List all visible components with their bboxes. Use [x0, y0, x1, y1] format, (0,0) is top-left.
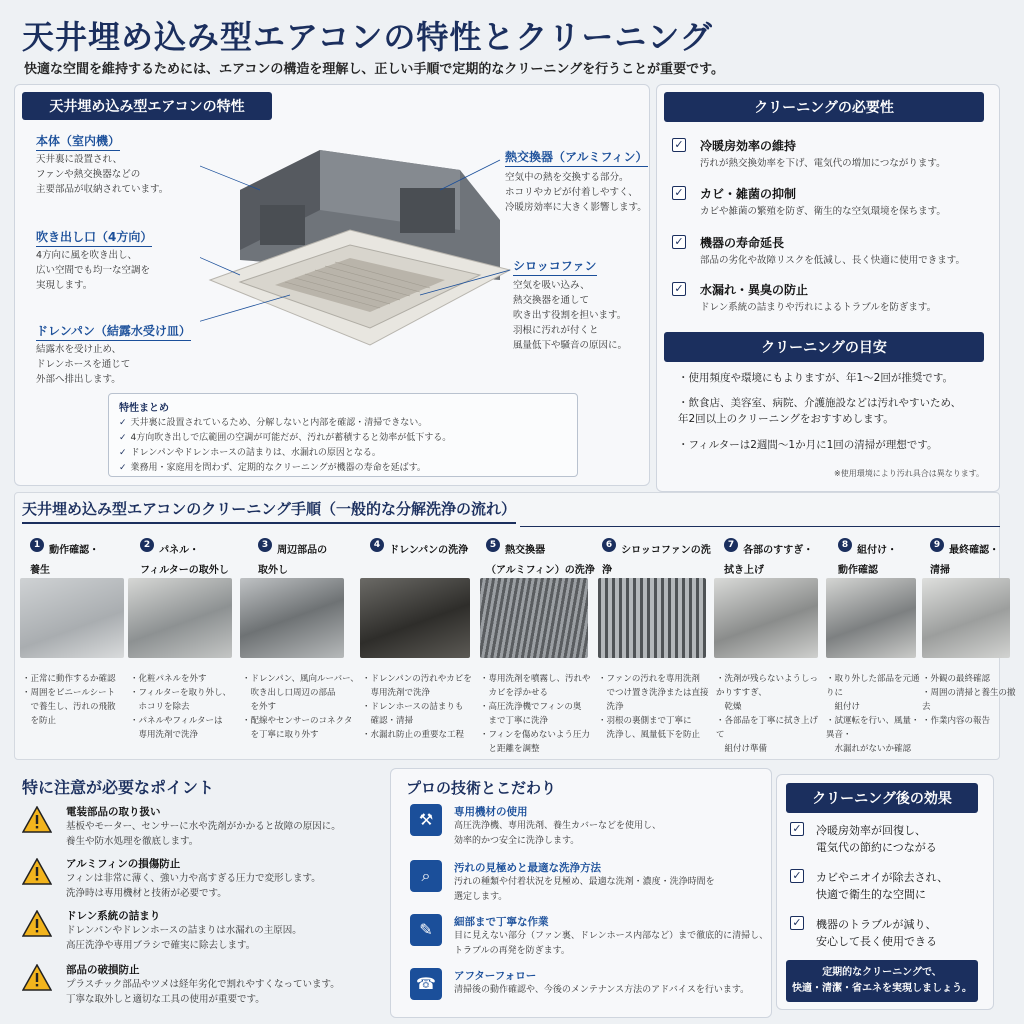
step-photo: [480, 578, 588, 658]
step-title: 各部のすすぎ・ 拭き上げ: [724, 545, 814, 576]
part-label-outlet: 吹き出し口（4方向）: [36, 228, 152, 247]
pro-desc: 清掃後の動作確認や、今後のメンテナンス方法のアドバイスを行います。: [454, 985, 750, 995]
step-desc: ・取り外した部品を元通りに 組付け ・試運転を行い、風量・異音・ 水漏れがないか確認: [826, 674, 920, 754]
step-photo: [360, 578, 470, 658]
guide-item: ・ 使用頻度や環境にもよりますが、年1〜2回が推奨です。: [678, 370, 953, 386]
summary-item: ✓ ドレンパンやドレンホースの詰まりは、水漏れの原因となる。: [119, 446, 567, 461]
caution-desc: プラスチック部品やツメは経年劣化で割れやすくなっています。 丁寧な取外しと適切な工具の使用が重要です。: [66, 979, 340, 1005]
step-desc: ・ドレンパン、風向ルーバー、 吹き出し口周辺の部品 を外す ・配線やセンサーのコネクタ を丁寧に取り外す: [242, 674, 359, 740]
step-number: 5: [486, 538, 500, 552]
necessity-item-desc: 部品の劣化や故障リスクを低減し、長く快適に使用できます。: [700, 255, 966, 266]
caution-desc: フィンは非常に薄く、強い力や高すぎる圧力で変形します。 洗浄時は専用機材と技術が必要です。: [66, 873, 321, 899]
step-title: 周辺部品の 取外し: [258, 545, 328, 576]
step-photo: [20, 578, 124, 658]
step-number: 4: [370, 538, 384, 552]
check-icon: ✓: [790, 869, 804, 883]
support-icon: ☎: [410, 968, 442, 1000]
step-2: [140, 538, 248, 578]
step-photo: [128, 578, 232, 658]
summary-item: ✓ 業務用・家庭用を問わず、定期的なクリーニングが機器の寿命を延ばす。: [119, 461, 567, 476]
pro-desc: 汚れの種類や付着状況を見極め、最適な洗剤・濃度・洗浄時間を 選定します。: [454, 877, 715, 902]
step-title: 組付け・ 動作確認: [838, 545, 898, 576]
guide-item: ・ フィルターは2週間〜1か月に1回の清掃が理想です。: [678, 437, 937, 453]
necessity-item-title: 水漏れ・異臭の防止: [700, 283, 809, 297]
step-desc: ・化粧パネルを外す ・フィルターを取り外し、 ホコリを除去 ・パネルやフィルターは 専用洗剤で洗浄: [130, 674, 231, 740]
necessity-item-title: 冷暖房効率の維持: [700, 139, 797, 153]
step-number: 3: [258, 538, 272, 552]
guide-item: ・ 飲食店、美容室、病院、介護施設などは汚れやすいため、 年2回以上のクリーニングをおすすめします。: [678, 395, 961, 427]
warning-icon: [22, 806, 52, 833]
check-icon: ✓: [672, 235, 686, 249]
caution-desc: 基板やモーター、センサーに水や洗剤がかかると故障の原因に。 養生や防水処理を徹底します。: [66, 821, 341, 847]
step-number: 6: [602, 538, 616, 552]
step-9: [930, 538, 1010, 578]
step-desc: ・洗剤が残らないようしっかりすすぎ、 乾燥 ・各部品を丁寧に拭き上げて 組付け準備: [716, 674, 819, 754]
pro-title: アフターフォロー: [454, 970, 537, 982]
part-label-drainpan: ドレンパン（結露水受け皿）: [36, 322, 191, 341]
necessity-heading: クリーニングの必要性: [664, 92, 984, 122]
pro-desc: 目に見えない部分（ファン裏、ドレンホース内部など）まで徹底的に清掃し、 トラブルの再発を防ぎます。: [454, 931, 769, 956]
step-photo: [240, 578, 344, 658]
step-number: 1: [30, 538, 44, 552]
necessity-item-title: 機器の寿命延長: [700, 236, 785, 250]
part-desc-body: 天井裏に設置され、 ファンや熱交換器などの 主要部品が収納されています。: [36, 154, 169, 195]
ac-unit-illustration: [200, 130, 520, 370]
procedure-heading: 天井埋め込み型エアコンのクリーニング手順（一般的な分解洗浄の流れ）: [22, 498, 516, 524]
effect-text: 機器のトラブルが減り、 安心して長く使用できる: [816, 918, 937, 948]
features-heading: 天井埋め込み型エアコンの特性: [22, 92, 272, 120]
step-number: 2: [140, 538, 154, 552]
step-1: [30, 538, 138, 578]
page-subtitle: 快適な空間を維持するためには、エアコンの構造を理解し、正しい手順で定期的なクリーニングを行うことが重要です。: [24, 62, 725, 77]
step-number: 9: [930, 538, 944, 552]
necessity-item-desc: カビや雑菌の繁殖を防ぎ、衛生的な空気環境を保ちます。: [700, 206, 946, 217]
summary-title: 特性まとめ: [119, 403, 169, 414]
guide-heading: クリーニングの目安: [664, 332, 984, 362]
step-title: 動作確認・ 養生: [30, 545, 100, 576]
pro-heading: プロの技術とこだわり: [406, 779, 557, 797]
summary-item: ✓ 天井裏に設置されているため、分解しないと内部を確認・清掃できない。: [119, 416, 567, 431]
pro-title: 汚れの見極めと最適な洗浄方法: [454, 862, 601, 874]
page-title: 天井埋め込み型エアコンの特性とクリーニング: [22, 18, 713, 56]
pro-title: 細部まで丁寧な作業: [454, 916, 549, 928]
warning-icon: [22, 964, 52, 991]
brush-icon: ✎: [410, 914, 442, 946]
step-photo: [922, 578, 1010, 658]
necessity-item-title: カビ・雑菌の抑制: [700, 187, 797, 201]
part-desc-heat-exchanger: 空気中の熱を交換する部分。 ホコリやカビが付着しやすく、 冷暖房効率に大きく影響します。: [505, 172, 647, 213]
step-desc: ・外観の最終確認 ・周囲の清掃と養生の撤去 ・作業内容の報告: [922, 674, 1016, 726]
step-photo: [598, 578, 706, 658]
pro-title: 専用機材の使用: [454, 806, 528, 818]
caution-title: ドレン系統の詰まり: [66, 910, 161, 922]
guide-note: ※使用環境により汚れ具合は異なります。: [834, 469, 985, 478]
tools-icon: ⚒: [410, 804, 442, 836]
check-icon: ✓: [790, 822, 804, 836]
check-icon: ✓: [672, 282, 686, 296]
caution-title: 部品の破損防止: [66, 964, 140, 976]
check-icon: ✓: [790, 916, 804, 930]
effect-text: 冷暖房効率が回復し、 電気代の節約につながる: [816, 824, 937, 854]
step-title: シロッコファンの洗浄: [602, 545, 711, 576]
cautions-heading: 特に注意が必要なポイント: [22, 778, 215, 797]
part-label-sirocco-fan: シロッコファン: [513, 257, 597, 276]
step-title: 最終確認・ 清掃: [930, 545, 1000, 576]
step-3: [258, 538, 366, 578]
necessity-item-desc: ドレン系統の詰まりや汚れによるトラブルを防ぎます。: [700, 302, 937, 313]
part-desc-drainpan: 結露水を受け止め、 ドレンホースを通じて 外部へ排出します。: [36, 344, 131, 385]
step-7: [724, 538, 832, 578]
caution-title: 電装部品の取り扱い: [66, 806, 161, 818]
step-desc: ・ファンの汚れを専用洗剤 でつけ置き洗浄または直接 洗浄 ・羽根の裏側まで丁寧に 洗浄し、風量低下を防止: [598, 674, 709, 740]
step-title: 熱交換器 （アルミフィン）の洗浄: [486, 545, 595, 576]
step-number: 7: [724, 538, 738, 552]
step-photo: [826, 578, 916, 658]
magnifier-icon: ⌕: [410, 860, 442, 892]
part-desc-outlet: 4方向に風を吹き出し、 広い空間でも均一な空調を 実現します。: [36, 250, 151, 291]
features-summary-box: [108, 393, 578, 477]
warning-icon: [22, 910, 52, 937]
step-desc: ・専用洗剤を噴霧し、汚れや カビを浮かせる ・高圧洗浄機でフィンの奥 まで丁寧に洗浄 ・フィンを傷めないよう圧力 と距離を調整: [480, 674, 591, 754]
step-number: 8: [838, 538, 852, 552]
summary-item: ✓ 4方向吹き出しで広範囲の空調が可能だが、汚れが蓄積すると効率が低下する。: [119, 431, 567, 446]
effects-heading: クリーニング後の効果: [786, 783, 978, 813]
step-desc: ・ドレンパンの汚れやカビを 専用洗剤で洗浄 ・ドレンホースの詰まりも 確認・清掃 ・水漏れ防止の重要な工程: [362, 674, 472, 740]
caution-desc: ドレンパンやドレンホースの詰まりは水漏れの主原因。 高圧洗浄や専用ブラシで確実に除去します。: [66, 925, 302, 951]
warning-icon: [22, 858, 52, 885]
step-photo: [714, 578, 818, 658]
step-desc: ・正常に動作するか確認 ・周囲をビニールシート で養生し、汚れの飛散 を防止: [22, 674, 116, 726]
part-desc-sirocco-fan: 空気を吸い込み、 熱交換器を通して 吹き出す役割を担います。 羽根に汚れが付くと 風量低下や騒音の原因に。: [513, 280, 628, 351]
effect-text: カビやニオイが除去され、 快適で衛生的な空間に: [816, 871, 949, 901]
effects-banner: 定期的なクリーニングで、 快適・清潔・省エネを実現しましょう。: [786, 960, 978, 1002]
caution-title: アルミフィンの損傷防止: [66, 858, 181, 870]
check-icon: ✓: [672, 138, 686, 152]
pro-desc: 高圧洗浄機、専用洗剤、養生カバーなどを使用し、 効率的かつ安全に洗浄します。: [454, 821, 662, 846]
heading-rule: [520, 526, 1000, 527]
step-6: [602, 538, 712, 578]
step-title: ドレンパンの洗浄: [389, 545, 469, 556]
part-label-body: 本体（室内機）: [36, 132, 120, 151]
necessity-item-desc: 汚れが熱交換効率を下げ、電気代の増加につながります。: [700, 158, 946, 169]
step-5: [486, 538, 596, 578]
check-icon: ✓: [672, 186, 686, 200]
part-label-heat-exchanger: 熱交換器（アルミフィン）: [505, 148, 648, 167]
step-title: パネル・ フィルターの取外し: [140, 545, 229, 576]
step-4: [370, 538, 478, 558]
